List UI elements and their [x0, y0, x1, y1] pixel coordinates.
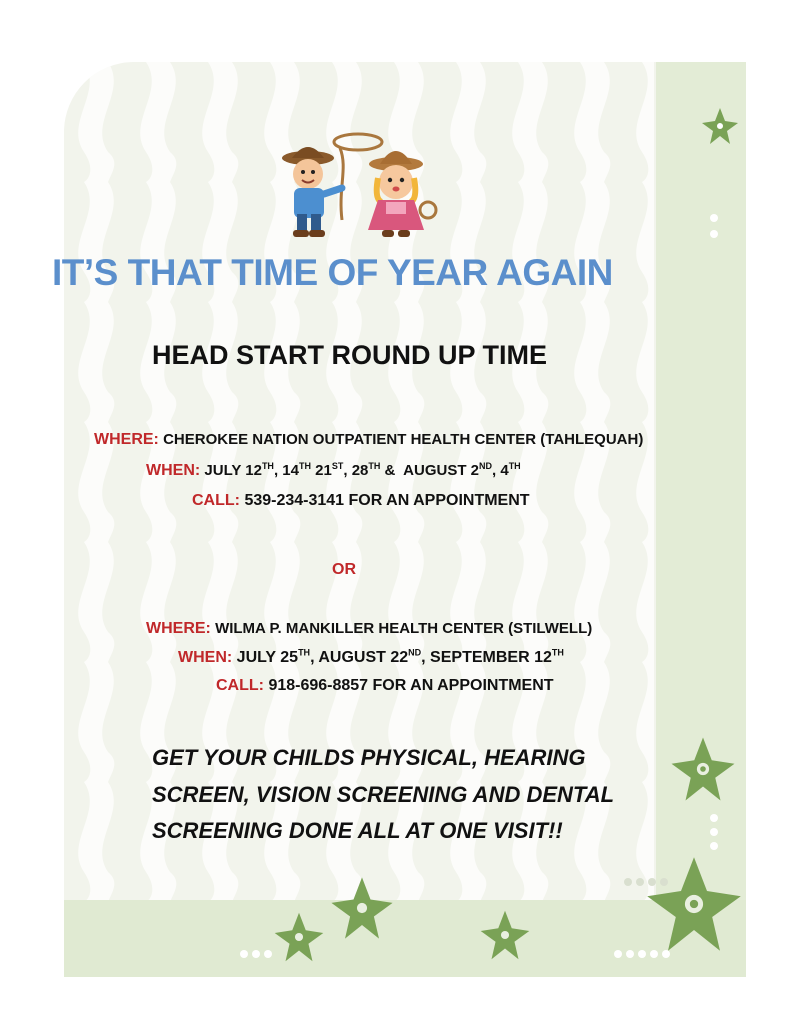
flower-icon	[668, 734, 738, 804]
call-label: CALL:	[216, 677, 264, 694]
location2-where	[146, 620, 592, 638]
location1-call	[192, 492, 530, 510]
location2-call	[216, 677, 554, 695]
flower-icon	[328, 874, 396, 942]
headline: IT’S THAT TIME OF YEAR AGAIN	[52, 252, 613, 293]
cowboy-kids-illustration	[278, 128, 443, 240]
subhead: HEAD START ROUND UP TIME	[152, 340, 548, 370]
date-item: JULY 12TH,	[204, 461, 283, 479]
call-value: 918-696-8857 FOR AN APPOINTMENT	[268, 677, 554, 694]
when-label: WHEN:	[146, 462, 201, 479]
or-separator: OR	[332, 561, 356, 578]
dot-decoration	[700, 210, 730, 250]
dates	[204, 462, 520, 479]
when-label: WHEN:	[178, 649, 233, 666]
date-item: AUGUST 22ND,	[318, 647, 431, 666]
dot-decoration	[620, 872, 680, 892]
where-label: WHERE:	[94, 431, 159, 448]
date-item: 28TH &	[351, 461, 404, 479]
flower-icon	[478, 908, 532, 962]
dot-decoration	[236, 944, 296, 964]
call-value: 539-234-3141 FOR AN APPOINTMENT	[244, 492, 530, 509]
closing-message	[152, 740, 622, 850]
call-label: CALL:	[192, 492, 240, 509]
closing-line: SCREEN, VISION SCREENING AND DENTAL	[152, 781, 615, 807]
date-item: SEPTEMBER 12TH	[430, 647, 564, 666]
date-item: 21ST,	[315, 461, 352, 479]
closing-line: SCREENING DONE ALL AT ONE VISIT!!	[152, 818, 563, 843]
closing-line: GET YOUR CHILDS PHYSICAL, HEARING	[152, 745, 586, 770]
dot-decoration	[700, 810, 730, 860]
date-item: 14TH	[282, 461, 311, 479]
date-item: AUGUST 2ND,	[403, 461, 501, 479]
where-value: CHEROKEE NATION OUTPATIENT HEALTH CENTER (TAHLEQUAH)	[163, 431, 644, 448]
flower-icon	[700, 106, 740, 146]
dates	[237, 649, 564, 666]
date-item: 4TH	[500, 461, 521, 479]
location1-where	[94, 431, 643, 449]
date-item: JULY 25TH,	[236, 647, 319, 666]
flower-icon	[642, 852, 746, 956]
dot-decoration	[610, 944, 690, 964]
location1-when	[146, 462, 521, 480]
where-value: WILMA P. MANKILLER HEALTH CENTER (STILWELL)	[215, 620, 593, 637]
location2-when	[178, 649, 564, 667]
where-label: WHERE:	[146, 620, 211, 637]
